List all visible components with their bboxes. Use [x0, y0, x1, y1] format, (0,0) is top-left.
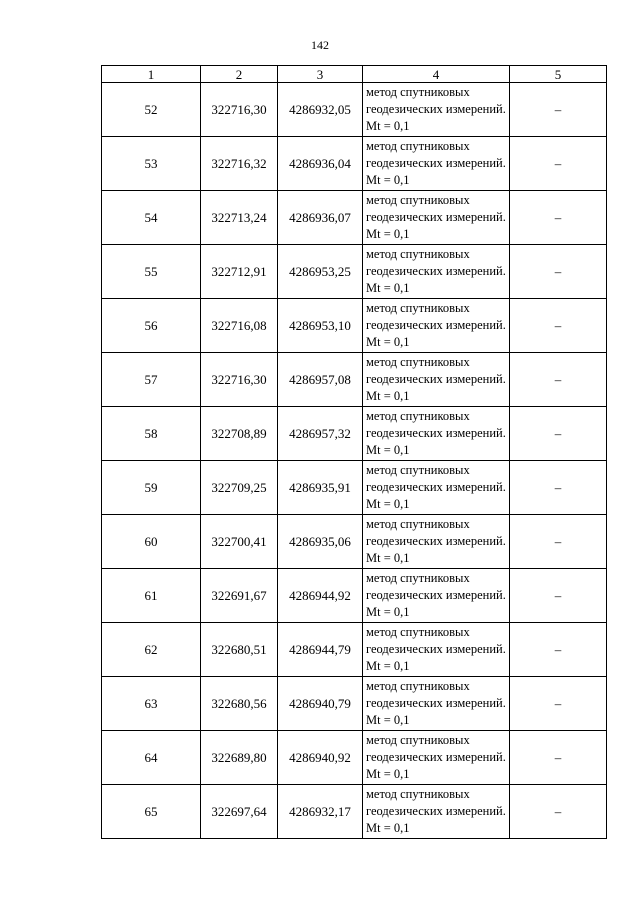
note-cell: – [510, 623, 607, 677]
table-row [102, 461, 607, 515]
x-coordinate-cell: 322713,24 [201, 191, 278, 245]
header-row [102, 66, 607, 83]
point-number-cell: 64 [102, 731, 201, 785]
y-coordinate-cell: 4286932,05 [278, 83, 363, 137]
method-cell: метод спутниковых геодезических измерений. Mt = 0,1 [363, 299, 510, 353]
y-coordinate-cell: 4286936,04 [278, 137, 363, 191]
method-cell: метод спутниковых геодезических измерений. Mt = 0,1 [363, 407, 510, 461]
x-coordinate-cell: 322680,51 [201, 623, 278, 677]
table-row [102, 83, 607, 137]
y-coordinate-cell: 4286953,10 [278, 299, 363, 353]
point-number-cell: 61 [102, 569, 201, 623]
note-cell: – [510, 677, 607, 731]
table-row [102, 299, 607, 353]
table-row [102, 515, 607, 569]
note-cell: – [510, 83, 607, 137]
y-coordinate-cell: 4286957,08 [278, 353, 363, 407]
y-coordinate-cell: 4286944,92 [278, 569, 363, 623]
table-row [102, 677, 607, 731]
y-coordinate-cell: 4286936,07 [278, 191, 363, 245]
y-coordinate-cell: 4286957,32 [278, 407, 363, 461]
x-coordinate-cell: 322716,32 [201, 137, 278, 191]
method-cell: метод спутниковых геодезических измерений. Mt = 0,1 [363, 677, 510, 731]
note-cell: – [510, 569, 607, 623]
table-row [102, 785, 607, 839]
y-coordinate-cell: 4286953,25 [278, 245, 363, 299]
table-row [102, 353, 607, 407]
point-number-cell: 65 [102, 785, 201, 839]
y-coordinate-cell: 4286935,06 [278, 515, 363, 569]
column-header-4: 4 [363, 66, 510, 83]
column-header-5: 5 [510, 66, 607, 83]
point-number-cell: 55 [102, 245, 201, 299]
x-coordinate-cell: 322716,30 [201, 353, 278, 407]
note-cell: – [510, 245, 607, 299]
x-coordinate-cell: 322691,67 [201, 569, 278, 623]
method-cell: метод спутниковых геодезических измерений. Mt = 0,1 [363, 461, 510, 515]
note-cell: – [510, 407, 607, 461]
x-coordinate-cell: 322680,56 [201, 677, 278, 731]
x-coordinate-cell: 322697,64 [201, 785, 278, 839]
method-cell: метод спутниковых геодезических измерений. Mt = 0,1 [363, 785, 510, 839]
note-cell: – [510, 353, 607, 407]
note-cell: – [510, 191, 607, 245]
note-cell: – [510, 785, 607, 839]
point-number-cell: 54 [102, 191, 201, 245]
column-header-1: 1 [102, 66, 201, 83]
y-coordinate-cell: 4286940,79 [278, 677, 363, 731]
y-coordinate-cell: 4286940,92 [278, 731, 363, 785]
table-row [102, 137, 607, 191]
note-cell: – [510, 731, 607, 785]
x-coordinate-cell: 322716,08 [201, 299, 278, 353]
table-row [102, 623, 607, 677]
method-cell: метод спутниковых геодезических измерений. Mt = 0,1 [363, 623, 510, 677]
y-coordinate-cell: 4286944,79 [278, 623, 363, 677]
point-number-cell: 63 [102, 677, 201, 731]
table-row [102, 731, 607, 785]
method-cell: метод спутниковых геодезических измерений. Mt = 0,1 [363, 731, 510, 785]
page-number: 142 [311, 38, 329, 52]
y-coordinate-cell: 4286935,91 [278, 461, 363, 515]
table-body [102, 83, 607, 839]
x-coordinate-cell: 322709,25 [201, 461, 278, 515]
column-header-2: 2 [201, 66, 278, 83]
x-coordinate-cell: 322700,41 [201, 515, 278, 569]
method-cell: метод спутниковых геодезических измерений. Mt = 0,1 [363, 245, 510, 299]
x-coordinate-cell: 322712,91 [201, 245, 278, 299]
point-number-cell: 56 [102, 299, 201, 353]
note-cell: – [510, 299, 607, 353]
point-number-cell: 60 [102, 515, 201, 569]
point-number-cell: 52 [102, 83, 201, 137]
point-number-cell: 53 [102, 137, 201, 191]
point-number-cell: 59 [102, 461, 201, 515]
point-number-cell: 58 [102, 407, 201, 461]
method-cell: метод спутниковых геодезических измерений. Mt = 0,1 [363, 353, 510, 407]
note-cell: – [510, 461, 607, 515]
point-number-cell: 57 [102, 353, 201, 407]
y-coordinate-cell: 4286932,17 [278, 785, 363, 839]
point-number-cell: 62 [102, 623, 201, 677]
table-row [102, 191, 607, 245]
method-cell: метод спутниковых геодезических измерений. Mt = 0,1 [363, 191, 510, 245]
x-coordinate-cell: 322716,30 [201, 83, 278, 137]
note-cell: – [510, 515, 607, 569]
method-cell: метод спутниковых геодезических измерений. Mt = 0,1 [363, 83, 510, 137]
coordinates-table [101, 65, 607, 839]
method-cell: метод спутниковых геодезических измерений. Mt = 0,1 [363, 137, 510, 191]
method-cell: метод спутниковых геодезических измерений. Mt = 0,1 [363, 569, 510, 623]
x-coordinate-cell: 322708,89 [201, 407, 278, 461]
method-cell: метод спутниковых геодезических измерений. Mt = 0,1 [363, 515, 510, 569]
x-coordinate-cell: 322689,80 [201, 731, 278, 785]
table-row [102, 569, 607, 623]
note-cell: – [510, 137, 607, 191]
table-row [102, 407, 607, 461]
column-header-3: 3 [278, 66, 363, 83]
table-row [102, 245, 607, 299]
